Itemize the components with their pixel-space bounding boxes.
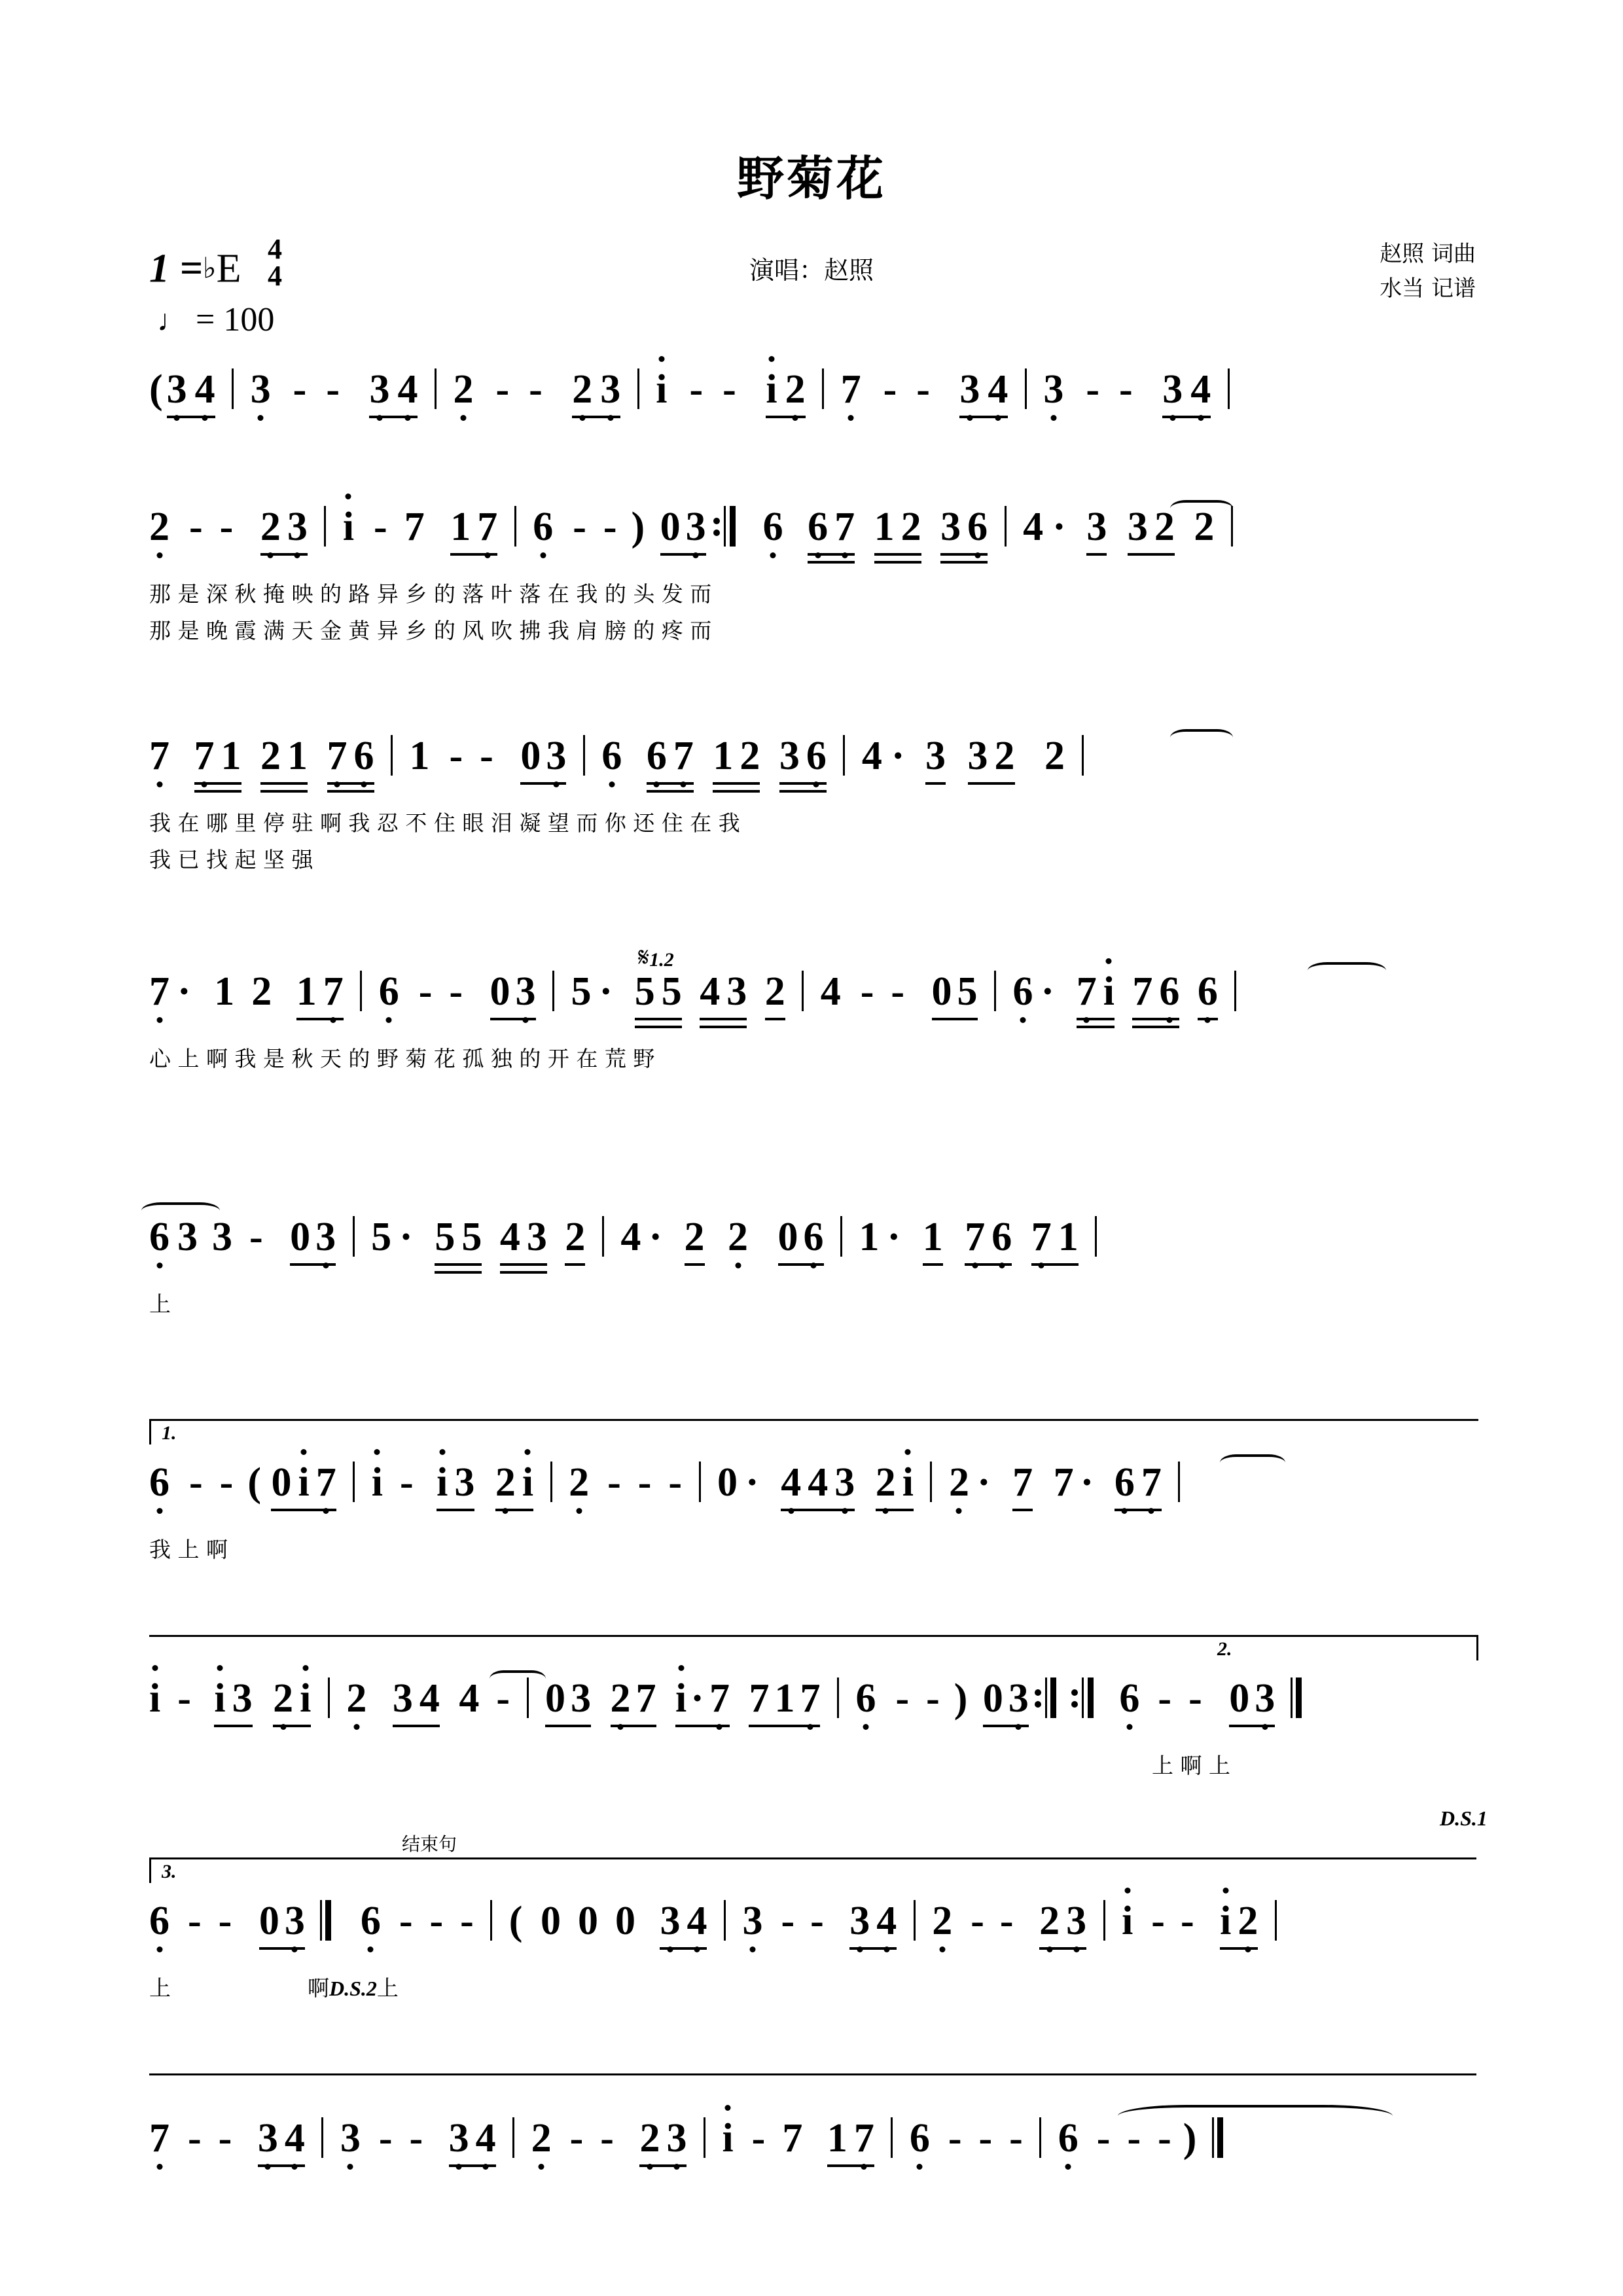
lyrics-line-2: 那 是 晚 霞 满 天 金 黄 异 乡 的 风 吹 拂 我 肩 膀 的 疼 而 [149,618,712,643]
coda-label: 结束句 [402,1833,457,1855]
slur [1170,729,1233,746]
notes-line: 6 - - 0 3 6 - - - ( 0 0 0 3 4 3 - - 3 4 2 - - 2 3 i - - i 2 [149,1898,1478,1961]
lyrics-line-1: 上 啊 上 [1152,1753,1230,1778]
volta-label: 3. [162,1861,177,1882]
notes-line: 6 - - ( 0 i 7 i - i 3 2 i 2 - - - 0 · 4 4 3 2 i 2 · 7 7 · 6 7 [149,1460,1478,1522]
slur [1308,962,1386,979]
credit-words-music: 赵照 词曲 [1380,241,1476,267]
lyrics-line-1: 那 是 深 秋 掩 映 的 路 异 乡 的 落 叶 落 在 我 的 头 发 而 [149,581,712,607]
credit-notation: 水当 记谱 [1380,275,1476,302]
volta-label: 1. [162,1422,177,1444]
lyrics-line-1: 心 上 啊 我 是 秋 天 的 野 菊 花 孤 独 的 开 在 荒 野 [149,1046,655,1071]
tempo-value: = 100 [196,300,275,338]
composer-credits [1380,237,1476,306]
notes-line: 7 - - 3 4 3 - - 3 4 2 - - 2 3 i - 7 1 7 6 - - - 6 - - - ) [149,2115,1478,2178]
key-signature-block [149,233,282,339]
slur [141,1202,220,1219]
ds2-label: 啊D.S.2上 [308,1975,399,2001]
lyrics-line-1: 我 在 哪 里 停 驻 啊 我 忍 不 住 眼 泪 凝 望 而 你 还 住 在 我 [149,810,740,836]
system-bracket [149,1635,1207,1637]
page-title: 野菊花 [736,151,886,206]
notes-line: i - i 3 2 i 2 3 4 4 - 0 3 2 7 i· 7 7 1 7 6 - - ) 0 3 6 - - 0 3 [149,1676,1478,1738]
slur [1170,500,1233,517]
slur [1118,2105,1393,2127]
slur [1220,1454,1285,1471]
key-letter: E [216,246,241,291]
lyrics-line-1: 我 上 啊 [149,1537,228,1562]
notes-line: 7 7 1 2 1 7 6 1 - - 0 3 6 6 7 1 2 3 6 4 · 3 3 2 2 [149,733,1478,796]
double-barline [320,1900,333,1941]
system-bracket [149,2073,1476,2075]
segno-icon: 𝄋1.2 [638,942,674,973]
tempo-mark [157,300,282,339]
volta-label: 2. [1217,1638,1232,1660]
lyrics-line-2: 我 已 找 起 坚 强 [149,847,313,872]
key-label: 1 = [149,246,203,291]
lyrics-line-1: 上 [149,1975,171,2001]
ds1-label: D.S.1 [1440,1806,1488,1830]
quarter-note-icon: ♩ [157,303,187,337]
repeat-start [721,506,736,547]
repeat-end [1044,1677,1058,1718]
segno-label: 1.2 [649,949,674,971]
notes-line: 7 · 1 2 1 7 6 - - 0 3 5 · 5 5 4 3 2 4 - - 0 5 6 · 7 i 7 6 6 [149,969,1478,1031]
double-barline [1291,1677,1304,1718]
time-signature [267,233,282,293]
notes-line: 6 3 3 - 0 3 5 · 5 5 4 3 2 4 · 2 2 0 6 1 · 1 7 6 7 1 [149,1214,1478,1277]
volta-bracket-3 [149,1857,380,1883]
notes-line: (3 4 3 - - 3 4 2 - - 2 3 i - - i 2 7 - - 3 4 3 - - 3 4 [149,367,1478,429]
slur [490,1670,546,1687]
volta-bracket-2 [1204,1635,1478,1660]
volta-bracket-1 [149,1419,1478,1444]
system-bracket [378,1857,1476,1859]
meter-denominator: 4 [267,260,282,293]
meter-numerator: 4 [267,233,282,265]
singer-credit: 演唱：赵照 [749,256,874,285]
lyrics-line-1: 上 [149,1291,171,1317]
notes-line: 2 - - 2 3 i - 7 1 7 6 - - ) 0 3 6 6 7 1 2 3 6 4 · 3 3 2 2 [149,504,1478,567]
flat-icon: ♭ [202,252,217,285]
repeat-start [1079,1677,1094,1718]
